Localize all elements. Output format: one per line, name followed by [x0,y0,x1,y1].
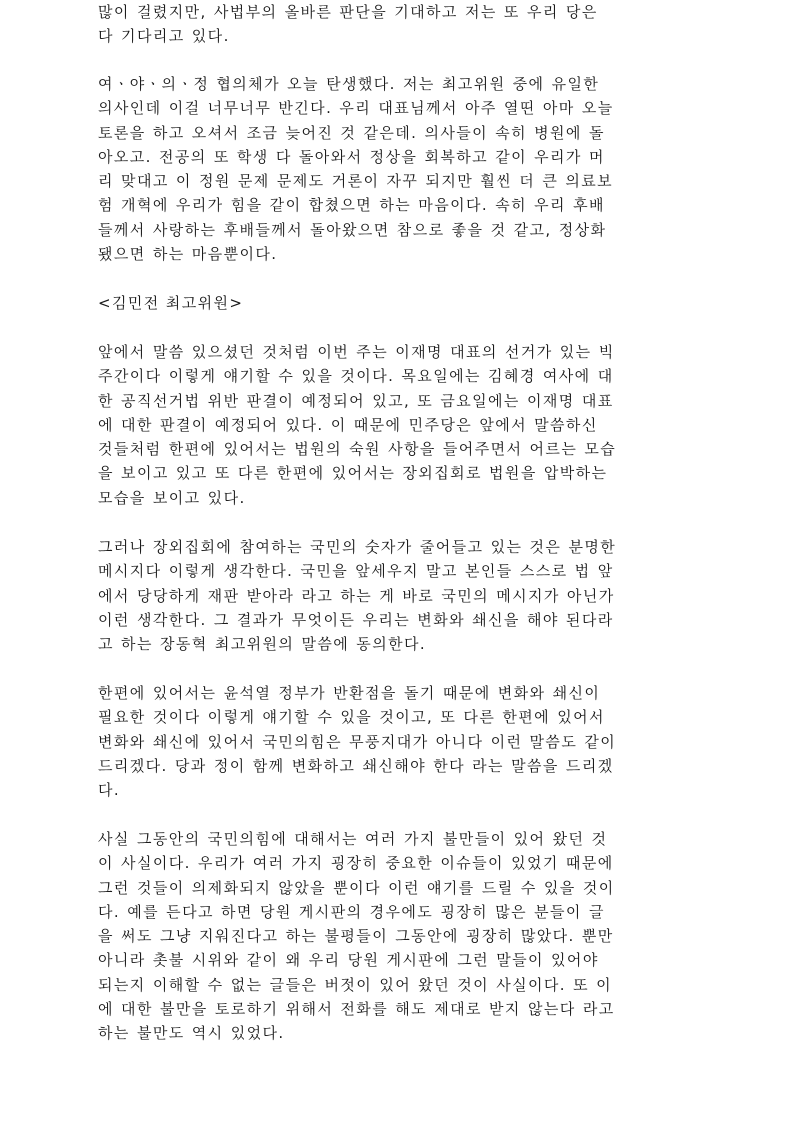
text-line: 많이 걸렸지만, 사법부의 올바른 판단을 기대하고 저는 또 우리 당은 [98,3,598,21]
text-line: 변화와 쇄신에 있어서 국민의힘은 무풍지대가 아니다 이런 말씀도 같이 [98,732,617,751]
text-line: 앞에서 말씀 있으셨던 것처럼 이번 주는 이재명 대표의 선거가 있는 빅 [98,343,615,361]
speaker-heading: <김민전 최고위원> [98,294,244,312]
text-line: 것들처럼 한편에 있어서는 법원의 숙원 사항을 들어주면서 어르는 모습 [98,440,617,459]
text-line: 을 써도 그냥 지워진다고 하는 불평들이 그동안에 굉장히 많았다. 뿐만 [98,927,614,946]
text-line: 을 보이고 있고 또 다른 한편에 있어서는 장외집회로 법원을 압박하는 [98,464,608,483]
paragraph [98,827,694,1046]
text-line: 여ㆍ야ㆍ의ㆍ정 협의체가 오늘 탄생했다. 저는 최고위원 중에 유일한 [98,75,600,93]
text-line: 그런 것들이 의제화되지 않았을 뿐이다 이런 얘기를 드릴 수 있을 것이 [98,878,615,897]
text-line: 리 맞대고 이 정원 문제 문제도 거론이 자꾸 되지만 훨씬 더 큰 의료보 [98,172,614,191]
text-line: 이 사실이다. 우리가 여러 가지 굉장히 중요한 이슈들이 있었기 때문에 [98,854,614,873]
paragraph [98,681,694,802]
text-line: 고 하는 장동혁 최고위원의 말씀에 동의한다. [98,635,427,654]
text-line: 그러나 장외집회에 참여하는 국민의 숫자가 줄어들고 있는 것은 분명한 [98,538,617,556]
text-line: 한편에 있어서는 윤석열 정부가 반환점을 돌기 때문에 변화와 쇄신이 [98,684,601,702]
paragraph [98,72,694,266]
paragraph [98,535,694,656]
text-line: 주간이다 이렇게 얘기할 수 있을 것이다. 목요일에는 김혜경 여사에 대 [98,367,614,386]
text-line: 되는지 이해할 수 없는 글들은 버젓이 있어 왔던 것이 사실이다. 또 이 [98,975,613,994]
text-line: 됐으면 하는 마음뿐이다. [98,245,278,264]
text-line: 의사인데 이걸 너무너무 반긴다. 우리 대표님께서 아주 열띤 아마 오늘 [98,99,614,118]
text-line: 들께서 사랑하는 후배들께서 돌아왔으면 참으로 좋을 것 같고, 정상화 [98,220,607,239]
text-line: 메시지다 이렇게 생각한다. 국민을 앞세우지 말고 본인들 스스로 법 앞 [98,562,614,581]
text-line: 필요한 것이다 이렇게 얘기할 수 있을 것이고, 또 다른 한편에 있어서 [98,708,605,727]
text-line: 이런 생각한다. 그 결과가 무엇이든 우리는 변화와 쇄신을 해야 된다라 [98,610,614,629]
text-line: 드리겠다. 당과 정이 함께 변화하고 쇄신해야 한다 라는 말씀을 드리겠 [98,756,614,775]
text-line: 에 대한 판결이 예정되어 있다. 이 때문에 민주당은 앞에서 말씀하신 [98,415,598,434]
text-line: 다. [98,781,121,800]
text-line: 다 기다리고 있다. [98,27,230,46]
text-line: 하는 불만도 역시 있었다. [98,1024,285,1043]
text-line: 아니라 촛불 시위와 같이 왜 우리 당원 게시판에 그런 말들이 있어야 [98,951,599,970]
text-line: 모습을 보이고 있다. [98,488,246,507]
paragraph [98,0,694,49]
text-line: 험 개혁에 우리가 힘을 같이 합쳤으면 하는 마음이다. 속히 우리 후배 [98,196,605,215]
text-line: 에서 당당하게 재판 받아라 라고 하는 게 바로 국민의 메시지가 아닌가 [98,586,615,605]
text-line: 토론을 하고 오셔서 조금 늦어진 것 같은데. 의사들이 속히 병원에 돌 [98,123,605,142]
text-line: 에 대한 불만을 토로하기 위해서 전화를 해도 제대로 받지 않는다 라고 [98,1000,615,1019]
text-line: 다. 예를 든다고 하면 당원 게시판의 경우에도 굉장히 많은 분들이 글 [98,902,605,921]
paragraph [98,340,694,510]
text-line: 사실 그동안의 국민의힘에 대해서는 여러 가지 불만들이 있어 왔던 것 [98,830,608,848]
text-line: 아오고. 전공의 또 학생 다 돌아와서 정상을 회복하고 같이 우리가 머 [98,147,605,166]
text-line: 한 공직선거법 위반 판결이 예정되어 있고, 또 금요일에는 이재명 대표 [98,391,614,410]
